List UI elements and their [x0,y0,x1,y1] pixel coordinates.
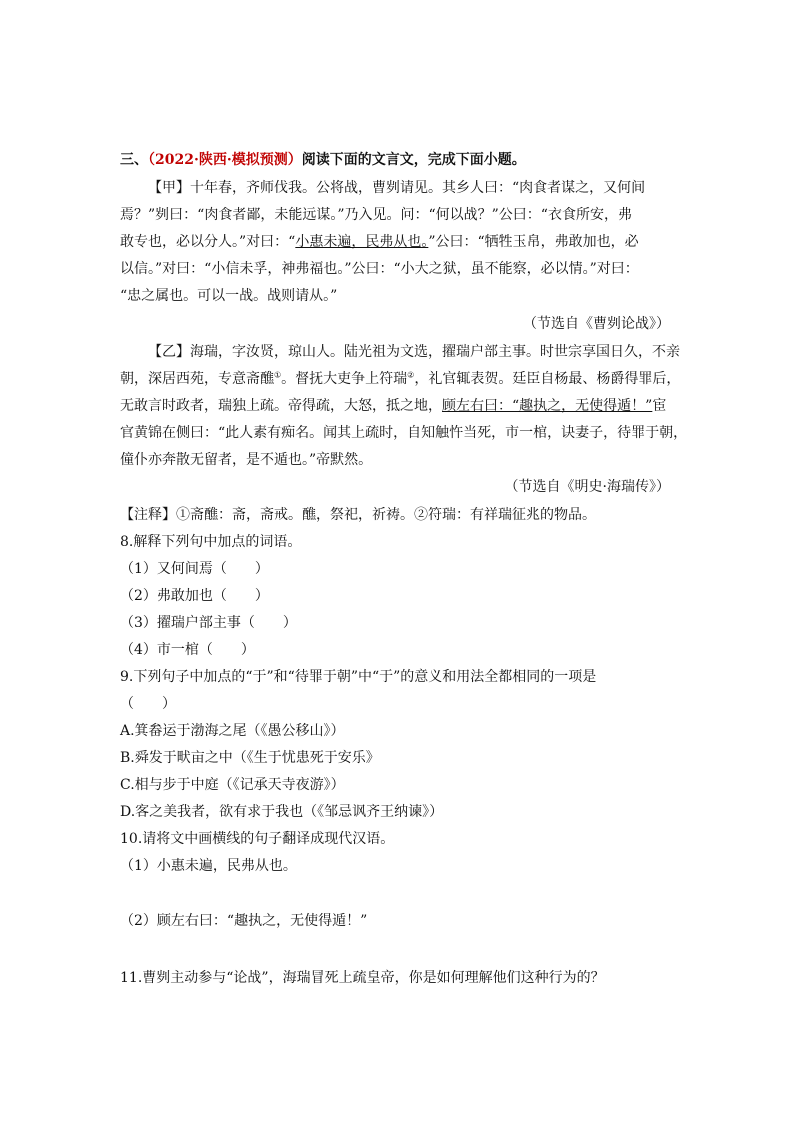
section-number: 三、 [120,152,148,168]
yi-line-4: 官黄锦在侧曰：“此人素有痴名。闻其上疏时，自知触忤当死，市一棺，诀妻子，待罪于朝， [120,425,688,441]
yi-line-2 [120,369,680,389]
yi-line-2-b: 。督抚大吏争上符瑞 [281,371,408,387]
q9-option-b: B.舜发于畎亩之中（《生于忧患死于安乐》 [120,750,380,766]
q8-item-2: （2）弗敢加也（ ） [120,588,269,604]
q9-title: 9.下列句子中加点的“于”和“待罪于朝”中“于”的意义和用法全都相同的一项是 [120,669,597,685]
section-instruction: 阅读下面的文言文，完成下面小题。 [301,152,526,168]
source-tag: 2022·陕西·模拟预测 [155,152,288,168]
jia-line-4: 以信。”对曰：“小信未孚，神弗福也。”公曰：“小大之狱，虽不能察，必以情。”对曰： [120,261,639,277]
q8-item-1: （1）又何间焉（ ） [120,561,269,577]
note-ref-2: ② [407,370,415,380]
note-ref-1: ① [274,370,282,380]
q8-title: 8.解释下列句中加点的词语。 [120,534,302,550]
q9-answer-blank: （ ） [120,696,176,712]
jia-line-3-a: 敢专也，必以分人。”对曰：“ [120,234,296,250]
yi-source: （节选自《明史·海瑞传》） [504,479,670,495]
q10-sentence-1: （1）小惠未遍，民弗从也。 [120,858,297,874]
jia-line-2: 焉？”刿曰：“肉食者鄙，未能远谋。”乃入见。问：“何以战？”公曰：“衣食所安，弗 [120,207,632,223]
jia-source: （节选自《曹刿论战》） [523,316,670,332]
jia-line-1: 【甲】十年春，齐师伐我。公将战，曹刿请见。其乡人曰：“肉食者谋之，又何间 [148,180,646,196]
jia-line-5: “忠之属也。可以一战。战则请从。” [120,288,338,304]
yi-line-1: 【乙】海瑞，字汝贤，琼山人。陆光祖为文选，擢瑞户部主事。时世宗享国日久，不亲 [148,344,680,360]
yi-line-3-b: 宦 [652,398,667,414]
section-header [120,150,526,170]
annotation-note: 【注释】①斋醮：斋，斋戒。醮，祭祀，祈祷。②符瑞：有祥瑞征兆的物品。 [120,507,596,523]
source-close: ） [287,152,302,168]
q9-option-a: A.箕畚运于渤海之尾（《愚公移山》） [120,723,345,739]
yi-line-3-a: 无敢言时政者，瑞独上疏。帝得疏，大怒，抵之地， [120,398,442,414]
yi-line-2-c: ，礼官辄表贺。廷臣自杨最、杨爵得罪后， [414,371,681,387]
underlined-sentence-2: 顾左右曰：“趣执之，无使得遁！” [442,398,653,414]
q9-option-c: C.相与步于中庭（《记承天寺夜游》） [120,777,345,793]
yi-line-5: 僮仆亦奔散无留者，是不遁也。”帝默然。 [120,452,373,468]
source-open: （ [148,152,155,168]
jia-line-3-b: ”公曰：“牺牲玉帛，弗敢加也，必 [428,234,639,250]
underlined-sentence-1: 小惠未遍，民弗从也。 [295,234,429,250]
jia-line-3 [120,232,639,252]
q9-option-d: D.客之美我者，欲有求于我也（《邹忌讽齐王纳谏》） [120,804,444,820]
q11-title: 11.曹刿主动参与“论战”，海瑞冒死上疏皇帝，你是如何理解他们这种行为的？ [120,970,605,986]
q10-sentence-2: （2）顾左右曰：“趣执之，无使得遁！” [120,913,368,929]
q8-item-4: （4）市一棺（ ） [120,642,255,658]
yi-line-3 [120,396,666,416]
q10-title: 10.请将文中画横线的句子翻译成现代汉语。 [120,831,395,847]
yi-line-2-a: 朝，深居西苑，专意斋醮 [120,371,274,387]
q8-item-3: （3）擢瑞户部主事（ ） [120,615,297,631]
